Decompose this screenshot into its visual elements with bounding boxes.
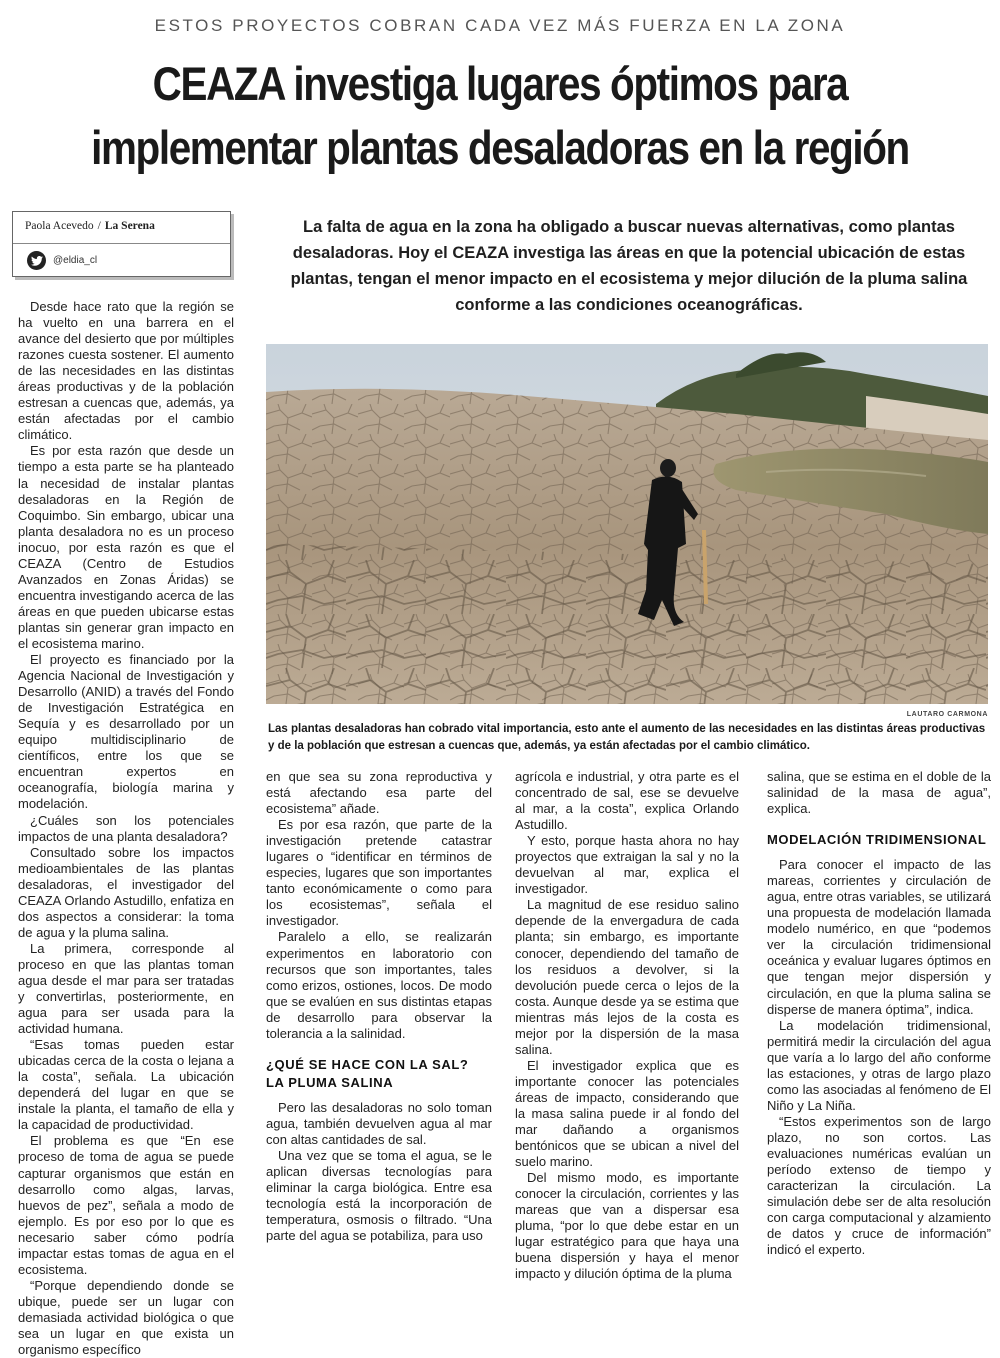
headline-line-2: implementar plantas desaladoras en la región <box>91 121 909 174</box>
paragraph: La primera, corresponde al proceso en que las plantas toman agua desde el mar para ser tratadas y convertirlas, posteriormente, en agua para ser usada para la actividad humana. <box>18 940 234 1037</box>
spacer <box>767 849 991 857</box>
paragraph: Y esto, porque hasta ahora no hay proyectos que extraigan la sal y no la devuelvan al mar, explica el investigador. <box>515 833 739 897</box>
spacer <box>266 1092 492 1100</box>
twitter-bird-icon <box>27 251 46 270</box>
spacer <box>266 1042 492 1056</box>
paragraph: El proyecto es financiado por la Agencia Nacional de Investigación y Desarrollo (ANID) a través del Fondo de Investigación Estratégica en Sequía y es desarrollado por un equipo multidisciplinario de científicos, entre los que se encuentran expertos en oceanografía, biología marina y modelación. <box>18 652 234 812</box>
article-headline <box>70 52 930 180</box>
drought-photo-illustration <box>266 344 988 704</box>
paragraph: “Esas tomas pueden estar ubicadas cerca de la costa o lejana a la costa”, señala. La ubicación dependerá del lugar en que se instale la planta, el tamaño de ella y la capacidad de productividad. <box>18 1037 234 1133</box>
spacer <box>767 817 991 831</box>
paragraph: El investigador explica que es importante conocer las potenciales áreas de impacto, considerando que la masa salina puede ir al fondo del mar dañando a organismos bentónicos que se ubican a nivel del suelo marino. <box>515 1057 739 1170</box>
paragraph: Es por esa razón, que parte de la investigación pretende catastrar lugares o “identificar en términos de especies, lugares que son importantes tanto económicamente o como para los ecosistemas”, señala el investigador. <box>266 817 492 929</box>
body-column-2 <box>266 769 492 1245</box>
byline-box <box>12 211 231 277</box>
paragraph: “Porque dependiendo donde se ubique, puede ser un lugar con demasiada actividad biológica o que sea un lugar en que exista un organismo específico <box>18 1277 234 1358</box>
paragraph: ¿Cuáles son los potenciales impactos de una planta desaladora? <box>18 812 234 844</box>
paragraph: salina, que se estima en el doble de la salinidad de la masa de agua”, explica. <box>767 769 991 817</box>
paragraph: La magnitud de ese residuo salino depende de la envergadura de cada planta; sin embargo, es importante conocer, dependiendo del tamaño de los residuos a devolver, si la devolución puede cerca o lejos de la costa. Aunque desde ya se estima que mientras más lejos de la costa es mejor por la dispersión de la masa salina. <box>515 897 739 1057</box>
paragraph: Del mismo modo, es importante conocer la circulación, corrientes y las mareas que van a dispersar esa pluma, “por lo que debe estar en un lugar estratégico para que haya una buena dispersión y haya el menor impacto y dilución óptima de la pluma <box>515 1170 739 1282</box>
body-column-4 <box>767 769 991 1258</box>
byline-social <box>13 244 230 270</box>
byline-author: Paola Acevedo <box>25 220 94 232</box>
byline-location: La Serena <box>104 220 155 232</box>
subhead-line-1: ¿QUÉ SE HACE CON LA SAL? <box>266 1056 469 1072</box>
body-column-3 <box>515 769 739 1282</box>
photo-caption: Las plantas desaladoras han cobrado vital importancia, esto ante el aumento de las necesidades en las distintas áreas productivas y de la población que estresan a cuencas que, además, ya están afectadas por el cambio climático. <box>268 723 986 752</box>
section-subhead: MODELACIÓN TRIDIMENSIONAL <box>767 832 987 848</box>
paragraph: Pero las desaladoras no solo toman agua, también devuelven agua al mar con altas cantidades de sal. <box>266 1099 492 1147</box>
article-kicker: ESTOS PROYECTOS COBRAN CADA VEZ MÁS FUERZA EN LA ZONA <box>154 16 846 35</box>
paragraph: Desde hace rato que la región se ha vuelto en una barrera en el avance del desierto que por múltiples razones cuesta sostener. El aumento de las necesidades en las distintas áreas productivas y de la población estresan a cuencas que, además, ya están afectadas por el cambio climático. <box>18 299 234 443</box>
byline <box>13 212 230 244</box>
paragraph: agrícola e industrial, y otra parte es el concentrado de sal, ese se devuelve al mar, a la costa”, explica Orlando Astudillo. <box>515 769 739 833</box>
section-subhead <box>266 1056 492 1092</box>
body-column-1 <box>18 299 234 1358</box>
paragraph: Consultado sobre los impactos medioambientales de las plantas desaladoras, el investigador del CEAZA Orlando Astudillo, enfatiza en dos aspectos a considerar: la toma de agua y la pluma salina. <box>18 844 234 940</box>
subhead-line-2: LA PLUMA SALINA <box>266 1074 394 1090</box>
paragraph: Es por esta razón que desde un tiempo a esta parte se ha planteado la necesidad de instalar plantas desaladoras en la Región de Coquimbo. Sin embargo, ubicar una planta desaladora no es un proceso inocuo, por esta razón es que el CEAZA (Centro de Estudios Avanzados en Zonas Áridas) se encuentra investigando acerca de las áreas en que pueden ubicarse estas plantas sin generar gran impacto en el ecosistema marino. <box>18 443 234 651</box>
paragraph: La modelación tridimensional, permitirá medir la circulación del agua que varía a lo largo del año conforme las estaciones, y otras de largo plazo como las asociadas al fenómeno de El Niño y La Niña. <box>767 1017 991 1113</box>
twitter-handle[interactable]: @eldia_cl <box>53 255 98 266</box>
paragraph: en que sea su zona reproductiva y está afectando esa parte del ecosistema” añade. <box>266 769 492 817</box>
paragraph: Paralelo a ello, se realizarán experimentos en laboratorio con recursos que son importantes, tales como erizos, ostiones, locos. De modo que se evalúen en sus distintas etapas de desarrollo para observar la tolerancia a la salinidad. <box>266 929 492 1041</box>
article-photo <box>266 344 988 704</box>
byline-separator: / <box>97 220 101 232</box>
article-lede: La falta de agua en la zona ha obligado a buscar nuevas alternativas, como plantas desaladoras. Hoy el CEAZA investiga las áreas en que la potencial ubicación de estas plantas, tengan el menor impacto en el ecosistema y mejor dilución de la pluma salina conforme a las condiciones oceanográficas. <box>290 218 968 314</box>
photo-credit: LAUTARO CARMONA <box>906 711 988 718</box>
headline-line-1: CEAZA investiga lugares óptimos para <box>152 57 848 110</box>
paragraph: Una vez que se toma el agua, se le aplican diversas tecnologías para eliminar la carga biológica. Entre esa tecnología está la incorporación de temperatura, osmosis o filtrado. “Una parte del agua se potabiliza, para uso <box>266 1147 492 1244</box>
paragraph: “Estos experimentos son de largo plazo, no son cortos. Las evaluaciones numéricas evalúan un período extenso de tiempo y caracterizan la circulación. La simulación debe ser de alta resolución con carga computacional y alzamiento de datos y cruce de información” indicó el experto. <box>767 1113 991 1258</box>
paragraph: El problema es que “En ese proceso de toma de agua se puede capturar organismos que están en desarrollo como algas, larvas, huevos de pez”, señala a modo de ejemplo. Es por eso por lo que es necesario saber cómo podría impactar estas tomas de agua en el ecosistema. <box>18 1133 234 1277</box>
paragraph: Para conocer el impacto de las mareas, corrientes y circulación de agua, entre otras variables, se utilizará una propuesta de modelación llamada modelo numérico, en que “podemos ver la circulación tridimensional oceánica y evaluar lugares óptimos en que tengan mejor dispersión y circulación, en que la pluma salina se disperse de manera óptima”, indica. <box>767 857 991 1017</box>
